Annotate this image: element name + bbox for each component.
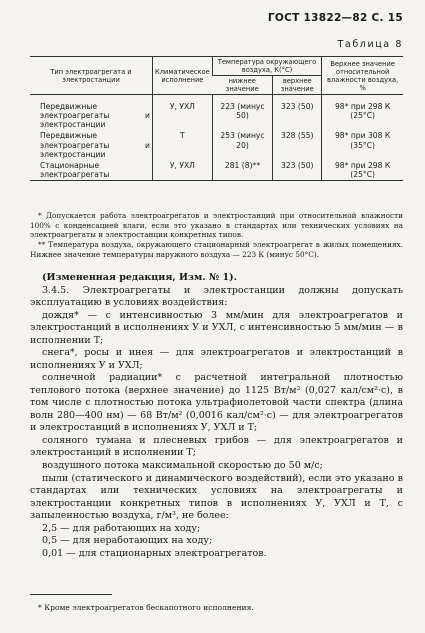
footnote-block xyxy=(30,594,403,612)
paragraph: 3.4.5. Электроагрегаты и электростанции должны допускать эксплуатацию в условиях воздействия: xyxy=(30,284,403,309)
cell-temp-upper: 328 (55) xyxy=(273,130,322,159)
list-item: 2,5 — для работающих на ходу; xyxy=(42,522,201,534)
table-notes xyxy=(30,211,403,259)
paragraph: солнечной радиации* с расчетной интегральной плотностью теплового потока (верхнее значение) до 1125 Вт/м² (0,027 кал/см²·с), в том числе с плотностью потока ультрафиолетовой части спектра (длина волн 280—400 нм) — 68 Вт/м² (0,0016 кал/см²·с) — для электроагрегатов и электростанций в исполнениях У, УХЛ и Т; xyxy=(30,372,403,434)
cell-temp-upper: 323 (50) xyxy=(273,160,322,181)
cell-type: Стационарные электроагрегаты xyxy=(40,160,110,179)
table-note: * Допускается работа электроагрегатов и электростанций при относительной влажности 100% с конденсацией влаги, если это указано в стандартах или технических условиях на электроагрегаты и электростанции конкретных типов. xyxy=(30,211,403,240)
list-item: 0,5 — для неработающих на ходу; xyxy=(42,535,213,547)
paragraph: дождя* — с интенсивностью 3 мм/мин для электроагрегатов и электростанций в исполнениях У и УХЛ, с интенсивностью 5 мм/мин — в исполнении Т; xyxy=(30,309,403,346)
body-text xyxy=(30,272,403,560)
amendment-note: (Измененная редакция, Изм. № 1). xyxy=(42,272,237,283)
cell-temp-lower: 253 (минус 20) xyxy=(212,130,273,159)
table-caption: Таблица 8 xyxy=(337,39,403,50)
col-temp-header: Температура окружающего воздуха, К(°С) xyxy=(212,57,322,76)
paragraph: снега*, росы и инея — для электроагрегатов и электростанций в исполнениях У и УХЛ; xyxy=(30,347,403,371)
cell-humidity: 98* при 308 К (35°С) xyxy=(322,130,403,159)
paragraph: воздушного потока максимальной скоростью до 50 м/с; xyxy=(42,459,323,471)
col-type-header: Тип электроагрегата и электростанции xyxy=(50,67,132,84)
col-climate-header: Климатическое исполнение xyxy=(153,57,213,95)
cell-humidity: 98* при 298 К (25°С) xyxy=(322,95,403,131)
col-temp-lower-header: нижнее значение xyxy=(212,76,273,95)
cell-temp-lower: 223 (минус 50) xyxy=(212,95,273,131)
cell-climate: У, УХЛ xyxy=(153,95,213,131)
page-header: ГОСТ 13822—82 С. 15 xyxy=(267,12,403,24)
cell-type: Передвижные электроагрегаты и электростанции xyxy=(40,131,150,159)
cell-type: Передвижные электроагрегаты и электростанции xyxy=(40,102,150,130)
paragraph: пыли (статического и динамического воздействий), если это указано в стандартах или технических условиях на электроагрегаты и электростанции конкретных типов в исполнениях У, УХЛ и Т, с запыленностью воздуха, г/м³, не более: xyxy=(30,472,403,522)
footnote-divider xyxy=(30,594,112,595)
paragraph: соляного тумана и плесневых грибов — для электроагрегатов и электростанций в исполнении Т; xyxy=(30,434,403,459)
cell-climate: Т xyxy=(153,130,213,159)
conditions-table xyxy=(30,56,403,181)
cell-humidity: 98* при 298 К (25°С) xyxy=(322,160,403,181)
table-row xyxy=(30,160,403,181)
col-humidity-header: Верхнее значение относительной влажности воздуха, % xyxy=(322,57,403,95)
table-row xyxy=(30,130,403,159)
cell-temp-lower: 281 (8)** xyxy=(212,160,273,181)
col-temp-upper-header: верхнее значение xyxy=(273,76,322,95)
cell-climate: У, УХЛ xyxy=(153,160,213,181)
list-item: 0,01 — для стационарных электроагрегатов. xyxy=(42,547,267,559)
table-row xyxy=(30,95,403,131)
table-note: ** Температура воздуха, окружающего стационарный электроагрегат в жилых помещениях. Нижнее значение температуры наружного воздуха — 223 К (минус 50°С). xyxy=(30,239,403,259)
cell-temp-upper: 323 (50) xyxy=(273,95,322,131)
footnote: * Кроме электроагрегатов бескапотного исполнения. xyxy=(38,603,254,612)
